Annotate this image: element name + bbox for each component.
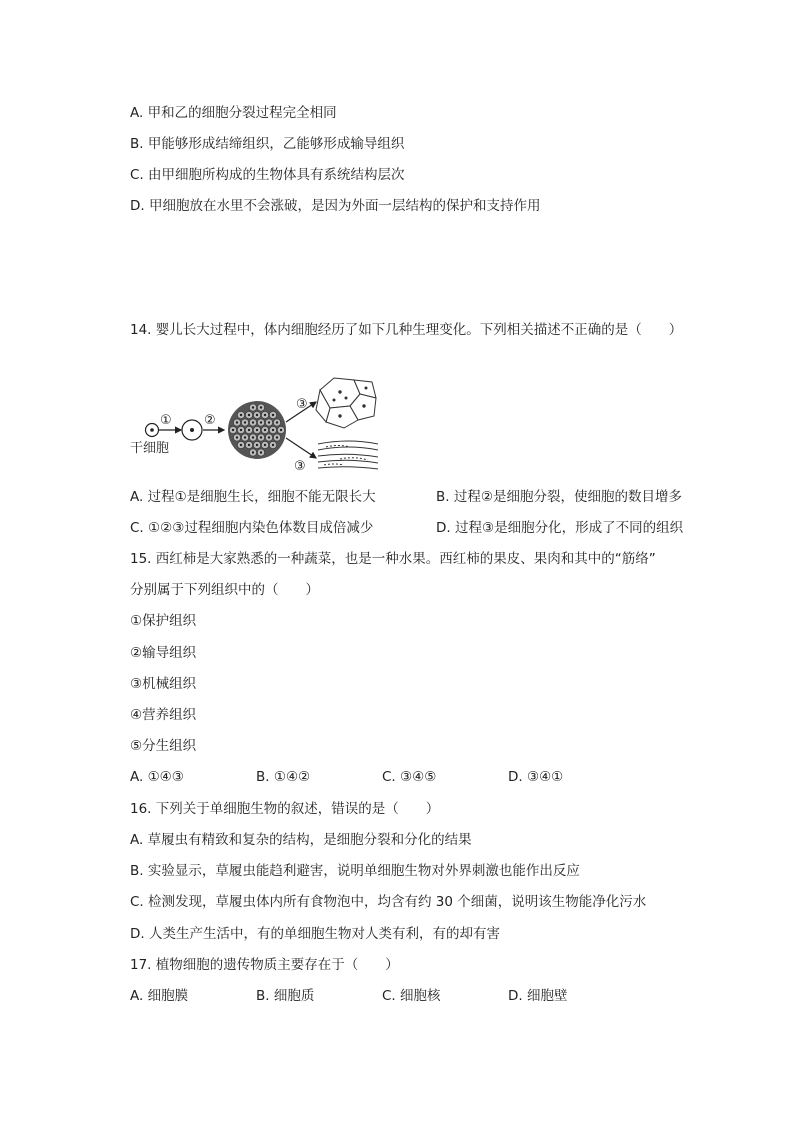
q14-option-c: C. ①②③过程细胞内染色体数目成倍减少 [130,520,374,536]
q15-item: ①保护组织 [130,613,197,629]
q17-option-c: C. 细胞核 [382,988,441,1004]
step1-label: ① [160,413,172,428]
q16-option-b: B. 实验显示，草履虫能趋利避害，说明单细胞生物对外界刺激也能作出反应 [130,863,580,879]
grown-cell-icon [182,420,202,440]
q15-option-c: C. ③④⑤ [382,769,437,785]
q17-option-b: B. 细胞质 [256,988,315,1004]
step3b-label: ③ [294,459,306,474]
q15-item: ③机械组织 [130,676,197,692]
q15-item: ②输导组织 [130,645,197,661]
q16-stem: 16. 下列关于单细胞生物的叙述，错误的是（ ） [130,801,440,817]
q13-option-c: C. 由甲细胞所构成的生物体具有系统结构层次 [130,167,405,183]
q14-option-a: A. 过程①是细胞生长，细胞不能无限长大 [130,489,376,505]
cell-cluster-icon [228,401,286,459]
q13-option-d: D. 甲细胞放在水里不会涨破，是因为外面一层结构的保护和支持作用 [130,198,541,214]
q15-item: ⑤分生组织 [130,738,197,754]
q17-option-d: D. 细胞壁 [508,988,568,1004]
q17-option-a: A. 细胞膜 [130,988,189,1004]
q15-stem-line1: 15. 西红柿是大家熟悉的一种蔬菜，也是一种水果。西红柿的果皮、果肉和其中的“筋络” [130,551,656,567]
cell-process-diagram [128,372,378,484]
tissue-fiber-icon [318,441,378,469]
q14-stem: 14. 婴儿长大过程中，体内细胞经历了如下几种生理变化。下列相关描述不正确的是（ ） [130,322,683,338]
q15-stem-line2: 分别属于下列组织中的（ ） [130,582,319,598]
q15-item: ④营养组织 [130,707,197,723]
q17-stem: 17. 植物细胞的遗传物质主要存在于（ ） [130,957,399,973]
q16-option-d: D. 人类生产生活中，有的单细胞生物对人类有利，有的却有害 [130,926,500,942]
step3a-label: ③ [296,397,308,412]
q15-option-a: A. ①④③ [130,769,184,785]
tissue-polygon-icon [316,378,376,428]
stem-cell-icon [146,424,159,437]
step2-label: ② [204,413,216,428]
q13-option-a: A. 甲和乙的细胞分裂过程完全相同 [130,105,337,121]
q14-option-d: D. 过程③是细胞分化，形成了不同的组织 [436,520,684,536]
q14-option-b: B. 过程②是细胞分裂，使细胞的数目增多 [436,489,682,505]
q15-option-d: D. ③④① [508,769,564,785]
q16-option-c: C. 检测发现，草履虫体内所有食物泡中，均含有约 30 个细菌，说明该生物能净化污水 [130,894,647,910]
q15-option-b: B. ①④② [256,769,311,785]
stem-cell-label: 干细胞 [130,441,170,456]
q13-option-b: B. 甲能够形成结缔组织，乙能够形成输导组织 [130,136,405,152]
arrow-step3b [286,438,316,458]
q16-option-a: A. 草履虫有精致和复杂的结构，是细胞分裂和分化的结果 [130,832,472,848]
